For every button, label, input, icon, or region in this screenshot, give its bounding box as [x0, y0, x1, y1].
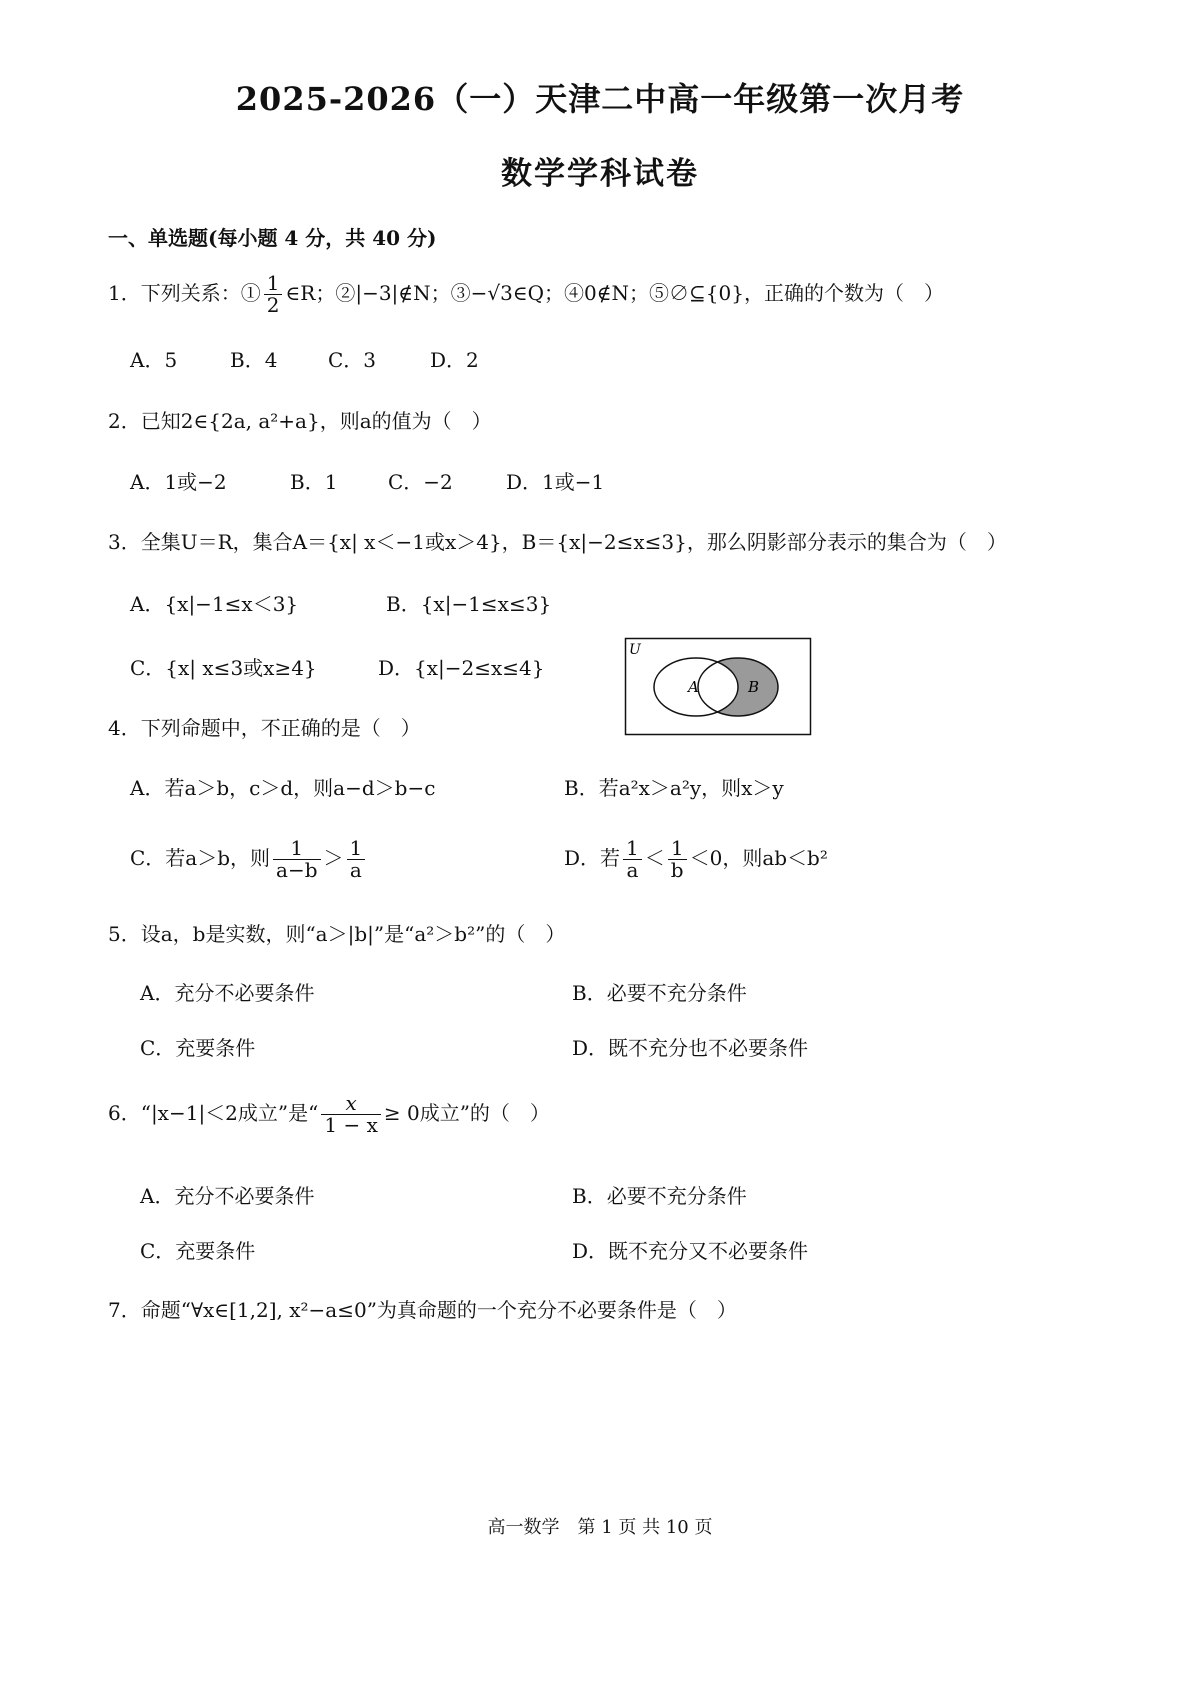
question-7: 7．命题“∀x∈[1,2], x²−a≤0”为真命题的一个充分不必要条件是（ ）: [108, 1298, 737, 1322]
question-2-option-b: B．1: [290, 470, 338, 494]
universe-label: U: [629, 642, 641, 658]
page-footer: 高一数学 第 1 页 共 10 页: [487, 1517, 713, 1538]
fraction-numerator: 1: [273, 838, 320, 860]
option-d-prefix: D．若: [564, 846, 621, 870]
question-3-option-c: C．{x| x≤3或x≥4}: [130, 656, 317, 680]
question-3-option-a: A．{x|−1≤x＜3}: [130, 592, 299, 616]
exam-subtitle: 数学学科试卷: [501, 156, 699, 192]
set-a-label: A: [688, 678, 699, 696]
option-c-relation: ＞: [323, 846, 344, 870]
question-2-option-c: C．−2: [388, 470, 453, 494]
question-3-option-b: B．{x|−1≤x≤3}: [386, 592, 552, 616]
question-2-option-a: A．1或−2: [130, 470, 227, 494]
question-5-option-b: B．必要不充分条件: [572, 981, 747, 1005]
fraction-numerator: 1: [347, 838, 366, 860]
question-3: 3．全集U＝R，集合A＝{x| x＜−1或x＞4}，B＝{x|−2≤x≤3}，那么阴影部分表示的集合为（ ）: [108, 530, 1007, 554]
venn-diagram: [624, 637, 814, 739]
option-c-fraction-2: [347, 838, 366, 881]
question-5-option-a: A．充分不必要条件: [140, 981, 315, 1005]
question-6-option-b: B．必要不充分条件: [572, 1184, 747, 1208]
fraction-numerator: 1: [264, 273, 283, 295]
question-4-option-c: [130, 838, 368, 881]
question-2-option-d: D．1或−1: [506, 470, 605, 494]
fraction-denominator: b: [670, 858, 684, 882]
question-5-option-c: C．充要条件: [140, 1036, 256, 1060]
question-1-option-a: A．5: [130, 348, 178, 372]
option-d-relation: ＜: [644, 846, 665, 870]
fraction-numerator: 1: [623, 838, 642, 860]
fraction-denominator: 2: [266, 293, 280, 317]
option-d-fraction-1: [623, 838, 642, 881]
question-3-option-d: D．{x|−2≤x≤4}: [378, 656, 545, 680]
question-6: [108, 1093, 550, 1136]
fraction-numerator: 1: [668, 838, 687, 860]
question-1-text-b: ∈R；②|−3|∉N；③−√3∈Q；④0∉N；⑤∅⊆{0}，正确的个数为（ ）: [285, 281, 944, 305]
question-4-option-a: A．若a＞b，c＞d，则a−d＞b−c: [130, 776, 436, 800]
question-6-option-d: D．既不充分又不必要条件: [572, 1239, 809, 1263]
option-d-suffix: ＜0，则ab＜b²: [689, 846, 828, 870]
question-5-option-d: D．既不充分也不必要条件: [572, 1036, 809, 1060]
question-6-fraction: [321, 1093, 380, 1136]
set-b-label: B: [748, 678, 760, 696]
question-1-text-a: 1．下列关系：①: [108, 281, 261, 305]
fraction-numerator: x: [321, 1093, 380, 1115]
option-c-prefix: C．若a＞b，则: [130, 846, 271, 870]
question-1-option-b: B．4: [230, 348, 278, 372]
question-4-option-b: B．若a²x＞a²y，则x＞y: [564, 776, 784, 800]
option-c-fraction-1: [273, 838, 320, 881]
question-6-option-c: C．充要条件: [140, 1239, 256, 1263]
fraction-denominator: 1 − x: [324, 1113, 378, 1137]
question-1-option-d: D．2: [430, 348, 479, 372]
question-4: 4．下列命题中，不正确的是（ ）: [108, 716, 421, 740]
question-6-text-a: 6．“|x−1|＜2成立”是“: [108, 1101, 319, 1125]
section-heading: 一、单选题(每小题 4 分，共 40 分): [108, 226, 437, 250]
question-6-option-a: A．充分不必要条件: [140, 1184, 315, 1208]
question-5: 5．设a，b是实数，则“a＞|b|”是“a²＞b²”的（ ）: [108, 922, 566, 946]
question-1-fraction: [264, 273, 283, 316]
question-1: [108, 273, 944, 316]
exam-title: 2025-2026（一）天津二中高一年级第一次月考: [235, 80, 965, 118]
fraction-denominator: a: [349, 858, 362, 882]
fraction-denominator: a: [626, 858, 639, 882]
option-d-fraction-2: [668, 838, 687, 881]
question-2: 2．已知2∈{2a, a²+a}，则a的值为（ ）: [108, 409, 492, 433]
question-4-option-d: [564, 838, 828, 881]
question-1-option-c: C．3: [328, 348, 377, 372]
fraction-denominator: a−b: [276, 858, 318, 882]
question-6-text-b: ≥ 0成立”的（ ）: [383, 1101, 550, 1125]
